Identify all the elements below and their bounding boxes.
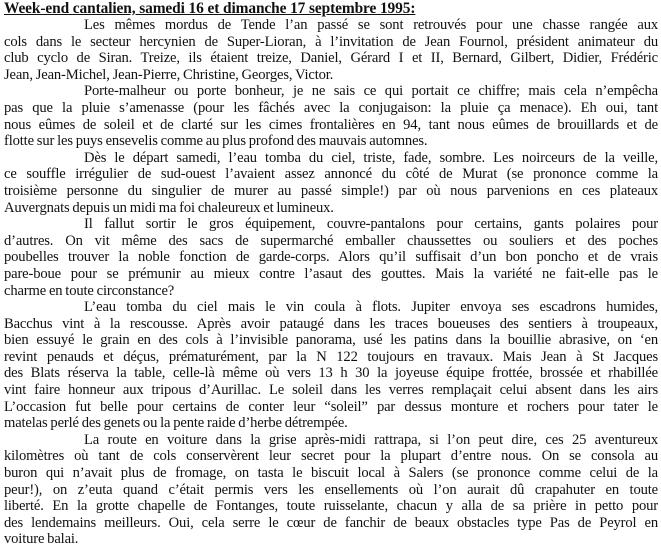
text-line: pare-boue pour se prémunir au mieux contre l’asaut des gouttes. Mais la variété ne fait-elle pas le bbox=[4, 265, 658, 282]
text-line: Jean, Jean-Michel, Jean-Pierre, Christine, Georges, Victor. bbox=[4, 66, 334, 83]
text-line: bien essuyé le grain en des cols à l’invisible panorama, usé les patins dans la bouillie abrasive, on ‘en bbox=[4, 332, 658, 349]
text-line: Auvergnats depuis un midi ma foi chaleureux et lumineux. bbox=[4, 199, 334, 216]
text-line: d’autres. On vit même des sacs de supermarché emballer chaussettes ou souliers et des poches bbox=[4, 232, 658, 249]
paragraph bbox=[4, 299, 658, 432]
paragraph bbox=[4, 83, 658, 149]
text-line: vint faire honneur aux tripous d’Aurillac. Le soleil dans les verres remplaçait celui absent dans les airs bbox=[4, 382, 658, 399]
text-line: charme en toute circonstance? bbox=[4, 282, 175, 299]
text-line: club cyclo de Siran. Treize, ils étaient treize, Daniel, Gérard I et II, Bernard, Gilbert, Didier, Frédéric bbox=[4, 50, 658, 67]
text-line: Les mêmes mordus de Tende l’an passé se sont retrouvés pour une chasse rangée aux bbox=[84, 17, 658, 33]
text-line: La route en voiture dans la grise après-midi rattrapa, si l’on peut dire, ces 25 aventureux bbox=[84, 431, 658, 448]
text-line: nous eûmes de soleil et de clarté sur les cimes frontalières en 94, tant nous eûmes de brouillards et de bbox=[4, 116, 658, 133]
article-title: Week-end cantalien, samedi 16 et dimanche 17 septembre 1995: bbox=[4, 0, 416, 17]
text-line: pas que la pluie s’amenasse (pour les fâchés avec la conjugaison: la pluie ça menace). Eh oui, tant bbox=[4, 99, 658, 116]
text-line: Porte-malheur ou porte bonheur, je ne sais ce qui portait ce chiffre; mais cela n’empêcha bbox=[84, 83, 658, 100]
text-line: L’occasion fut belle pour certains de conter leur “soleil” par dessus monture et rochers pour tater le bbox=[4, 398, 658, 415]
text-line: revint penauds et déçus, prématurément, par la N 122 toujours en travaux. Mais Jean à St Jacques bbox=[4, 348, 658, 365]
text-line: matelas perlé des genets ou la pente raide d’herbe détrempée. bbox=[4, 415, 348, 432]
text-line: Dès le départ samedi, l’eau tomba du ciel, triste, fade, sombre. Les noirceurs de la veille, bbox=[84, 149, 658, 166]
text-line: Il fallut sortir le gros équipement, couvre-pantalons pour certains, gants polaires pour bbox=[84, 216, 658, 233]
article-body bbox=[4, 17, 658, 548]
paragraph bbox=[4, 150, 658, 216]
text-line: voiture balai. bbox=[4, 531, 79, 548]
paragraph bbox=[4, 216, 658, 299]
text-line: des lendemains meilleurs. Oui, cela serre le cœur de fanchir de beaux obstacles type Pas de Peyrol en bbox=[4, 514, 658, 531]
text-line: Bacchus vint à la rescousse. Après avoir pataugé dans les traces boueuses des sentiers à troupeaux, bbox=[4, 315, 658, 332]
text-line: ce souffle irrégulier de sud-ouest l’avaient assez annoncé du côté de Murat (se prononce comme la bbox=[4, 166, 658, 183]
text-line: kilomètres où tant de cols conservèrent leur secret pour la plupart d’entre nous. On se consola au bbox=[4, 448, 658, 465]
paragraph bbox=[4, 17, 658, 83]
text-line: liberté. En la grotte chapelle de Fontanges, toute ruisselante, chacun y alla de sa prière in petto pour bbox=[4, 498, 658, 515]
text-line: troisième personne du singulier de murer au passé simple!) par où nous parvenions en ces plateaux bbox=[4, 182, 658, 199]
text-line: flotte sur les puys ensevelis comme au plus profond des mauvais automnes. bbox=[4, 133, 428, 150]
text-line: peur!), on z’euta quand c’était permis vers les ensellements où l’on aurait dû crapahuter en toute bbox=[4, 481, 658, 498]
text-line: cols dans le secteur hercynien de Super-Lioran, à l’invitation de Jean Fournol, président animateur du bbox=[4, 33, 658, 50]
paragraph bbox=[4, 432, 658, 548]
text-line: des Blats réserva la table, celle-là même où vers 13 h 30 la joyeuse équipe frottée, brossée et rhabillée bbox=[4, 365, 658, 382]
text-line: poubelles trouver la noble fonction de garde-corps. Alors qu’il suffisait d’un bon poncho et de vrais bbox=[4, 249, 658, 266]
text-line: buron qui n’avait plus de fromage, on tasta le biscuit local à Salers (se prononce comme celui de la bbox=[4, 465, 658, 482]
text-line: L’eau tomba du ciel mais le vin coula à flots. Jupiter envoya ses escadrons humides, bbox=[84, 299, 658, 316]
document-page bbox=[4, 0, 658, 548]
